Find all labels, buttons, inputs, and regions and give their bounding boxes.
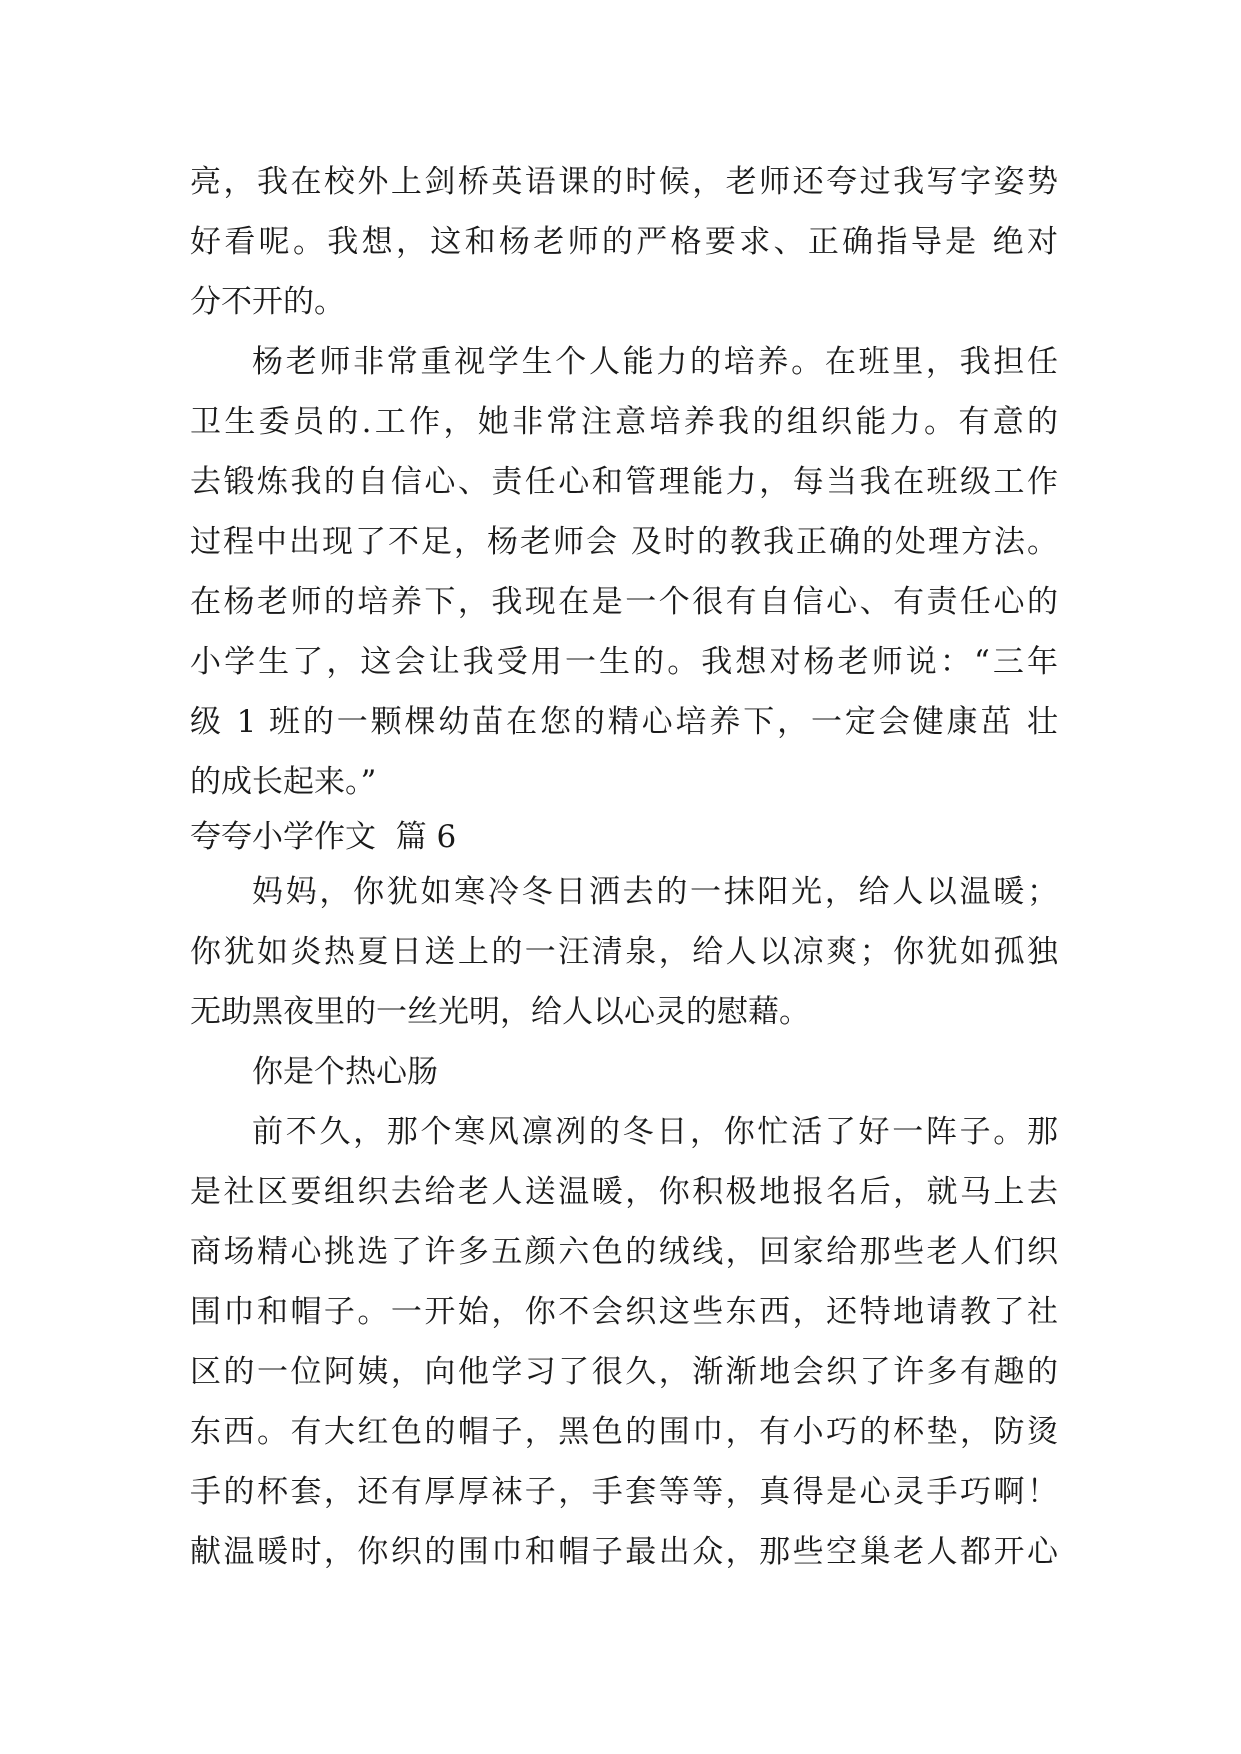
- text-line: 献温暖时，你织的围巾和帽子最出众，那些空巢老人都开心: [190, 1534, 1058, 1570]
- text-line: 无助黑夜里的一丝光明，给人以心灵的慰藉。: [190, 994, 810, 1030]
- text-line: 商场精心挑选了许多五颜六色的绒线，回家给那些老人们织: [190, 1234, 1058, 1270]
- text-line: 围巾和帽子。一开始，你不会织这些东西，还特地请教了社: [190, 1294, 1058, 1330]
- section-heading: 夸夸小学作文 篇 6: [190, 819, 457, 855]
- text-line: 你犹如炎热夏日送上的一汪清泉，给人以凉爽；你犹如孤独: [190, 934, 1058, 970]
- text-line: 卫生委员的.工作，她非常注意培养我的组织能力。有意的: [190, 404, 1058, 440]
- text-line: 的成长起来。”: [190, 764, 377, 800]
- text-line: 是社区要组织去给老人送温暖，你积极地报名后，就马上去: [190, 1174, 1058, 1210]
- text-line: 小学生了，这会让我受用一生的。我想对杨老师说：“三年: [190, 644, 1058, 680]
- text-line: 东西。有大红色的帽子，黑色的围巾，有小巧的杯垫，防烫: [190, 1414, 1058, 1450]
- text-line: 手的杯套，还有厚厚袜子，手套等等，真得是心灵手巧啊！: [190, 1474, 1058, 1510]
- document-body: [190, 152, 1070, 1582]
- text-line: 杨老师非常重视学生个人能力的培养。在班里，我担任: [252, 344, 1058, 380]
- text-line: 在杨老师的培养下，我现在是一个很有自信心、有责任心的: [190, 584, 1058, 620]
- text-line: 妈妈，你犹如寒冷冬日洒去的一抹阳光，给人以温暖；: [252, 874, 1058, 910]
- text-line: 分不开的。: [190, 284, 345, 320]
- text-line: 区的一位阿姨，向他学习了很久，渐渐地会织了许多有趣的: [190, 1354, 1058, 1390]
- subheading: 你是个热心肠: [252, 1054, 438, 1090]
- text-line: 前不久，那个寒风凛冽的冬日，你忙活了好一阵子。那: [252, 1114, 1058, 1150]
- text-line: 去锻炼我的自信心、责任心和管理能力，每当我在班级工作: [190, 464, 1058, 500]
- text-line: 过程中出现了不足，杨老师会 及时的教我正确的处理方法。: [190, 524, 1058, 560]
- text-line: 级 1 班的一颗棵幼苗在您的精心培养下，一定会健康茁 壮: [190, 704, 1058, 740]
- text-line: 亮，我在校外上剑桥英语课的时候，老师还夸过我写字姿势: [190, 164, 1058, 200]
- text-line: 好看呢。我想，这和杨老师的严格要求、正确指导是 绝对: [190, 224, 1058, 260]
